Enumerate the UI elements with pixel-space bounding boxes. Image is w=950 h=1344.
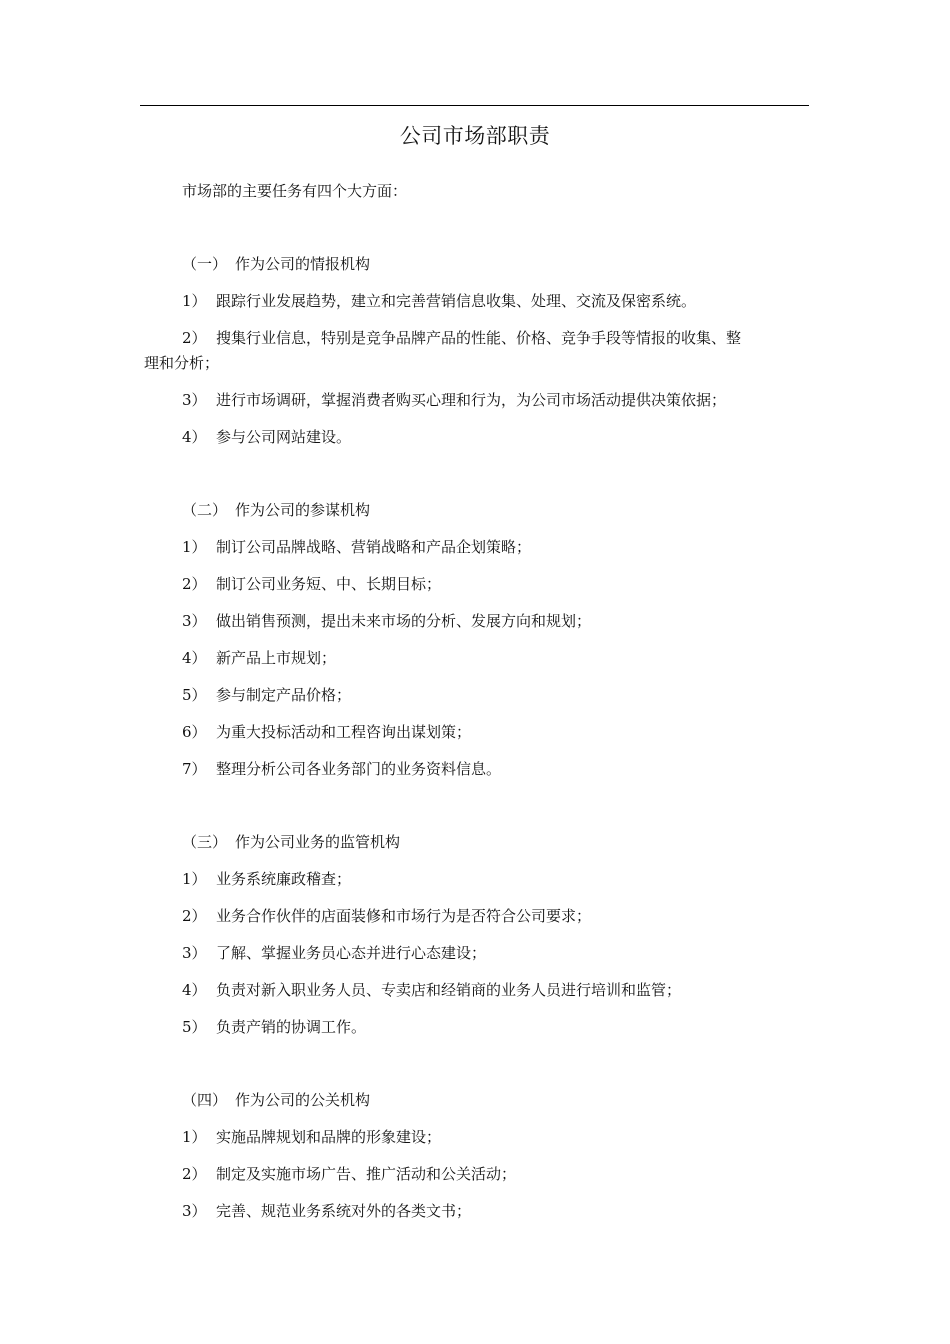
item-text: 为重大投标活动和工程咨询出谋划策； bbox=[216, 723, 472, 741]
list-item bbox=[182, 574, 441, 594]
item-number: 2） bbox=[182, 907, 207, 925]
section-heading bbox=[182, 254, 370, 274]
section-heading bbox=[182, 832, 400, 852]
item-text: 完善、规范业务系统对外的各类文书； bbox=[216, 1202, 472, 1220]
section-title: 作为公司的参谋机构 bbox=[235, 501, 371, 519]
item-number: 7） bbox=[182, 760, 207, 778]
document-title: 公司市场部职责 bbox=[399, 124, 551, 148]
item-text: 负责产销的协调工作。 bbox=[216, 1018, 367, 1036]
list-item bbox=[182, 759, 501, 779]
item-number: 1） bbox=[182, 870, 207, 888]
section-number: （一） bbox=[182, 255, 228, 273]
list-item bbox=[182, 1017, 366, 1037]
item-number: 4） bbox=[182, 649, 207, 667]
header-rule bbox=[140, 105, 809, 106]
item-number: 6） bbox=[182, 723, 207, 741]
item-number: 2） bbox=[182, 575, 207, 593]
section-number: （三） bbox=[182, 833, 228, 851]
item-text: 参与公司网站建设。 bbox=[216, 428, 352, 446]
list-item bbox=[182, 980, 681, 1000]
list-item bbox=[182, 869, 351, 889]
list-item bbox=[182, 685, 351, 705]
item-text: 制订公司业务短、中、长期目标； bbox=[216, 575, 442, 593]
list-item bbox=[182, 537, 531, 557]
item-number: 4） bbox=[182, 428, 207, 446]
item-text: 做出销售预测，提出未来市场的分析、发展方向和规划； bbox=[216, 612, 592, 630]
list-item bbox=[182, 611, 591, 631]
item-text: 业务合作伙伴的店面装修和市场行为是否符合公司要求； bbox=[216, 907, 592, 925]
list-item bbox=[182, 427, 351, 447]
list-item bbox=[182, 291, 696, 311]
item-text: 业务系统廉政稽查； bbox=[216, 870, 352, 888]
item-text: 进行市场调研，掌握消费者购买心理和行为，为公司市场活动提供决策依据； bbox=[216, 391, 727, 409]
item-text: 实施品牌规划和品牌的形象建设； bbox=[216, 1128, 442, 1146]
list-item bbox=[182, 648, 336, 668]
item-number: 4） bbox=[182, 981, 207, 999]
item-number: 1） bbox=[182, 1128, 207, 1146]
section-title: 作为公司的情报机构 bbox=[235, 255, 371, 273]
list-item bbox=[182, 943, 486, 963]
list-item bbox=[182, 906, 591, 926]
item-number: 1） bbox=[182, 538, 207, 556]
section-title: 作为公司业务的监管机构 bbox=[235, 833, 401, 851]
item-text: 新产品上市规划； bbox=[216, 649, 337, 667]
item-number: 3） bbox=[182, 612, 207, 630]
item-text: 负责对新入职业务人员、专卖店和经销商的业务人员进行培训和监管； bbox=[216, 981, 682, 999]
item-number: 5） bbox=[182, 1018, 207, 1036]
list-item bbox=[182, 1164, 516, 1184]
item-number: 3） bbox=[182, 1202, 207, 1220]
section-number: （四） bbox=[182, 1091, 228, 1109]
item-text: 制订公司品牌战略、营销战略和产品企划策略； bbox=[216, 538, 532, 556]
section-number: （二） bbox=[182, 501, 228, 519]
item-text: 参与制定产品价格； bbox=[216, 686, 352, 704]
item-number: 2） bbox=[182, 1165, 207, 1183]
item-number: 5） bbox=[182, 686, 207, 704]
list-item bbox=[182, 328, 741, 348]
section-heading bbox=[182, 1090, 370, 1110]
item-text: 制定及实施市场广告、推广活动和公关活动； bbox=[216, 1165, 517, 1183]
list-item bbox=[182, 1127, 441, 1147]
intro-text: 市场部的主要任务有四个大方面： bbox=[182, 182, 408, 200]
item-text: 跟踪行业发展趋势，建立和完善营销信息收集、处理、交流及保密系统。 bbox=[216, 292, 697, 310]
item-number: 3） bbox=[182, 391, 207, 409]
item-text: 整理分析公司各业务部门的业务资料信息。 bbox=[216, 760, 502, 778]
item-number: 1） bbox=[182, 292, 207, 310]
item-text: 搜集行业信息，特别是竞争品牌产品的性能、价格、竞争手段等情报的收集、整 bbox=[216, 329, 742, 347]
item-text: 了解、掌握业务员心态并进行心态建设； bbox=[216, 944, 487, 962]
list-item bbox=[182, 390, 726, 410]
section-title: 作为公司的公关机构 bbox=[235, 1091, 371, 1109]
section-heading bbox=[182, 500, 370, 520]
item-number: 3） bbox=[182, 944, 207, 962]
item-number: 2） bbox=[182, 329, 207, 347]
list-item bbox=[182, 722, 471, 742]
list-item bbox=[182, 1201, 471, 1221]
item-continuation: 理和分析； bbox=[144, 354, 220, 372]
